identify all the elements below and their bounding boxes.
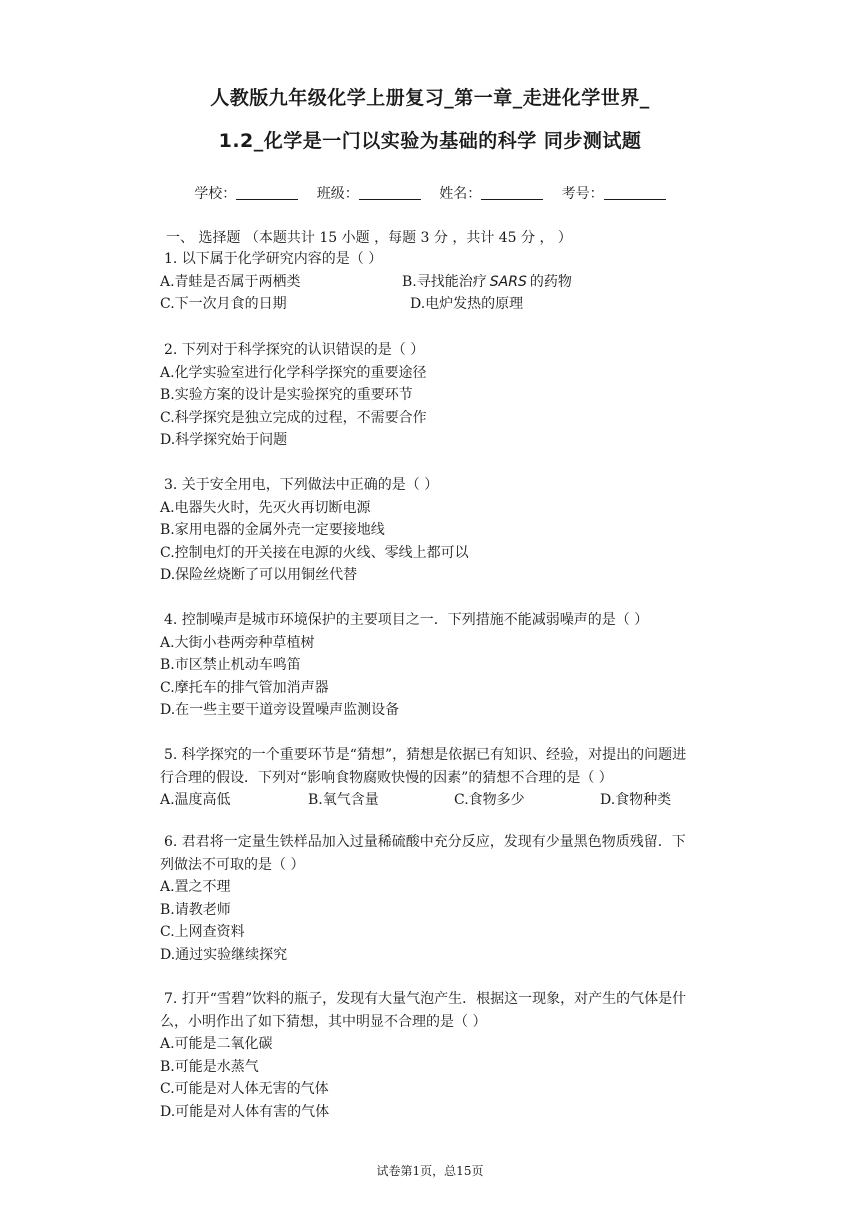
student-info-line	[0, 184, 860, 204]
option-a: A.大街小巷两旁种草植树	[160, 634, 315, 651]
exam-title-line-2: 1.2_化学是一门以实验为基础的科学 同步测试题	[218, 130, 642, 152]
option-b: B.市区禁止机动车鸣笛	[160, 657, 301, 673]
option-c: C.科学探究是独立完成的过程，不需要合作	[160, 409, 427, 426]
question-stem-line-1: 5. 科学探究的一个重要环节是“猜想”，猜想是依据已有知识、经验，对提出的问题进	[164, 747, 687, 763]
option-b-suffix: 的药物	[529, 273, 572, 290]
question-6	[160, 831, 730, 966]
option-row	[160, 271, 730, 294]
option-row	[160, 789, 730, 812]
option-b: B.可能是水蒸气	[160, 1058, 259, 1075]
option-b: B.家用电器的金属外壳一定要接地线	[160, 522, 385, 538]
option-d: D.可能是对人体有害的气体	[160, 1103, 330, 1120]
question-stem-line-1: 6. 君君将一定量生铁样品加入过量稀硫酸中充分反应，发现有少量黑色物质残留．下	[164, 834, 686, 850]
option-a: A.可能是二氧化碳	[160, 1036, 273, 1052]
name-blank	[481, 185, 543, 200]
option-c: C.下一次月食的日期	[160, 296, 287, 312]
option-b: B.实验方案的设计是实验探究的重要环节	[160, 387, 413, 403]
name-label: 姓名：	[439, 186, 482, 202]
option-d: D.科学探究始于问题	[160, 432, 288, 448]
question-5	[160, 744, 730, 812]
option-b-term: SARS	[489, 273, 527, 290]
option-c: C.食物多少	[454, 792, 525, 808]
number-blank	[604, 185, 666, 200]
question-2	[160, 339, 730, 452]
number-label: 考号：	[561, 186, 604, 202]
option-c: C.上网查资料	[160, 924, 245, 940]
school-blank	[236, 185, 298, 200]
option-c: C.摩托车的排气管加消声器	[160, 679, 329, 696]
option-b	[402, 271, 572, 294]
question-3	[160, 474, 730, 587]
school-label: 学校：	[194, 186, 237, 202]
option-d: D.在一些主要干道旁设置噪声监测设备	[160, 702, 400, 718]
option-d: D.通过实验继续探究	[160, 946, 288, 963]
exam-title-line-1: 人教版九年级化学上册复习_第一章_走进化学世界_	[210, 87, 650, 109]
option-c: C.可能是对人体无害的气体	[160, 1081, 329, 1097]
question-stem-line-2: 列做法不可取的是（ ）	[160, 856, 305, 873]
option-a: A.电器失火时，先灭火再切断电源	[160, 499, 371, 516]
question-7	[160, 988, 730, 1123]
question-1	[160, 248, 730, 316]
question-stem-line-2: 行合理的假设．下列对“影响食物腐败快慢的因素”的猜想不合理的是（ ）	[160, 769, 613, 786]
option-b-text: B.寻找能治疗	[402, 273, 487, 290]
option-d: D.保险丝烧断了可以用铜丝代替	[160, 567, 358, 583]
option-a: A.青蛙是否属于两栖类	[160, 273, 301, 290]
question-stem-line-1: 7. 打开“雪碧”饮料的瓶子，发现有大量气泡产生．根据这一现象，对产生的气体是什	[164, 991, 687, 1007]
question-stem: 4. 控制噪声是城市环境保护的主要项目之一．下列措施不能减弱噪声的是（ ）	[164, 612, 649, 628]
option-c: C.控制电灯的开关接在电源的火线、零线上都可以	[160, 544, 469, 561]
question-stem: 2. 下列对于科学探究的认识错误的是（ ）	[164, 342, 425, 358]
option-d: D.电炉发热的原理	[410, 296, 524, 312]
class-label: 班级：	[316, 186, 359, 202]
class-blank	[359, 185, 421, 200]
question-stem: 3. 关于安全用电，下列做法中正确的是（ ）	[164, 477, 439, 493]
option-b: B.氧气含量	[308, 792, 379, 808]
question-4	[160, 609, 730, 722]
option-a: A.温度高低	[160, 792, 231, 808]
option-d: D.食物种类	[600, 792, 672, 808]
page-footer: 试卷第1页，总15页	[376, 1164, 484, 1178]
section-header: 一、 选择题 （本题共计 15 小题 ，每题 3 分 ，共计 45 分 ， ）	[166, 230, 572, 246]
option-a: A.置之不理	[160, 879, 231, 895]
option-a: A.化学实验室进行化学科学探究的重要途径	[160, 364, 427, 381]
option-b: B.请教老师	[160, 901, 231, 918]
question-stem-line-2: 么，小明作出了如下猜想，其中明显不合理的是（ ）	[160, 1013, 487, 1030]
option-row	[160, 293, 730, 316]
question-stem: 1. 以下属于化学研究内容的是（ ）	[164, 251, 383, 267]
